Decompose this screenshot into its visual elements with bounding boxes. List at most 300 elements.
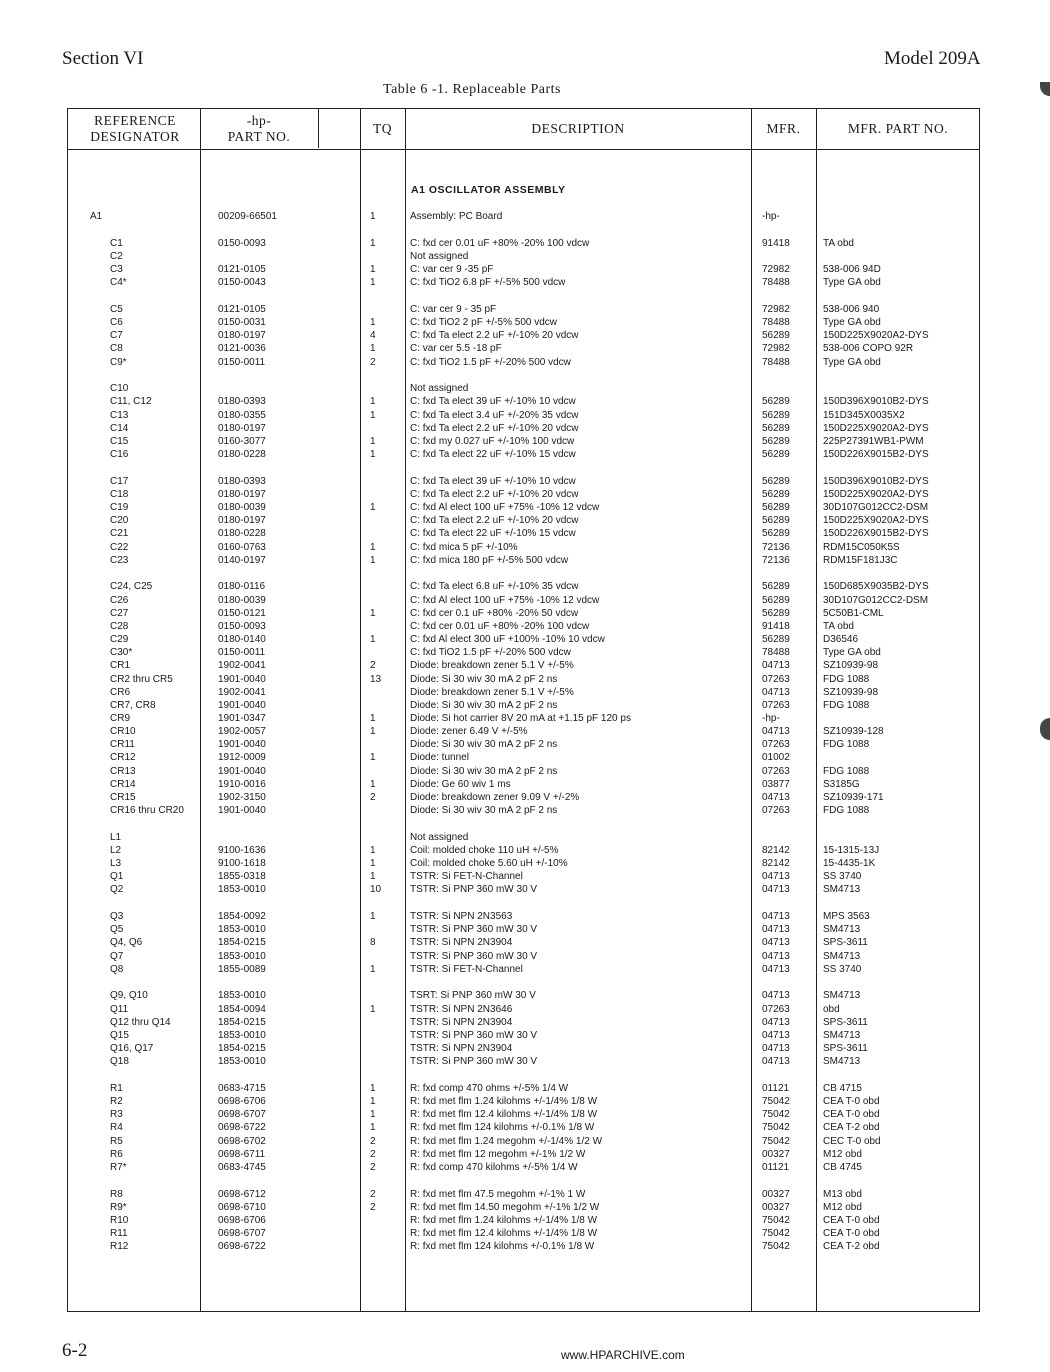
manufacturer-part-number: TA obd	[823, 620, 854, 632]
ref-designator: CR9	[110, 712, 131, 724]
manufacturer-code: 04713	[762, 1056, 790, 1068]
manufacturer-part-number: FDG 1088	[823, 765, 870, 777]
hp-part-number: 1853-0010	[218, 924, 266, 936]
part-description: Not assigned	[410, 383, 469, 395]
part-description: TSTR: Si NPN 2N3646	[410, 1003, 513, 1015]
ref-designator: C16	[110, 449, 129, 460]
part-description: Assembly: PC Board	[410, 211, 503, 222]
hp-part-number: 0180-0039	[218, 594, 266, 606]
part-description: C: fxd cer 0.01 uF +80% -20% 100 vdcw	[410, 620, 590, 632]
manufacturer-part-number: Type GA obd	[823, 356, 881, 368]
table-row	[0, 620, 1050, 633]
table-row	[0, 950, 1050, 963]
ref-designator: A1	[90, 211, 103, 222]
ref-designator: C4*	[110, 277, 127, 289]
total-quantity: 1	[370, 449, 376, 460]
table-row	[0, 936, 1050, 949]
manufacturer-code: 04713	[762, 726, 790, 738]
manufacturer-code: 04713	[762, 1029, 790, 1041]
part-description: R: fxd met flm 12.4 kilohms +/-1/4% 1/8 W	[410, 1228, 598, 1240]
hp-part-number: 0180-0228	[218, 528, 266, 540]
hp-part-number: 0140-0197	[218, 554, 266, 566]
part-description: TSTR: Si PNP 360 mW 30 V	[410, 924, 538, 936]
total-quantity: 13	[370, 673, 382, 685]
manufacturer-code: 00327	[762, 1148, 790, 1160]
column-header-mfr-pn: MFR. PART NO.	[847, 121, 949, 136]
total-quantity: 1	[370, 317, 376, 329]
manufacturer-code: 56289	[762, 409, 790, 421]
part-description: C: fxd Ta elect 22 uF +/-10% 15 vdcw	[410, 528, 576, 540]
manufacturer-code: 04713	[762, 1016, 790, 1028]
part-description: TSRT: Si PNP 360 mW 30 V	[410, 990, 536, 1002]
ref-designator: CR16 thru CR20	[110, 805, 184, 816]
ref-designator: C15	[110, 435, 129, 447]
table-row	[0, 883, 1050, 896]
manufacturer-part-number: SZ10939-98	[823, 686, 879, 698]
manufacturer-part-number: CB 4715	[823, 1082, 862, 1094]
part-description: Coil: molded choke 110 uH +/-5%	[410, 844, 559, 856]
table-row	[0, 738, 1050, 751]
ref-designator: Q3	[110, 911, 124, 923]
hp-part-number: 0180-0140	[218, 634, 266, 645]
manufacturer-part-number: SM4713	[823, 950, 861, 962]
manufacturer-code: 75042	[762, 1214, 790, 1226]
manufacturer-code: 72982	[762, 343, 790, 355]
hp-part-number: 1854-0092	[218, 911, 266, 923]
table-row	[0, 791, 1050, 804]
total-quantity: 1	[370, 844, 376, 856]
total-quantity: 10	[370, 884, 382, 896]
manufacturer-code: 56289	[762, 607, 790, 619]
assembly-section-title: A1 OSCILLATOR ASSEMBLY	[411, 184, 566, 196]
hp-part-number: 0698-6711	[218, 1148, 266, 1160]
manufacturer-code: -hp-	[762, 712, 780, 724]
manufacturer-code: 00327	[762, 1201, 790, 1213]
hp-part-number: 1901-0040	[218, 699, 266, 711]
hp-part-number: 0180-0039	[218, 502, 266, 514]
hp-part-number: 1853-0010	[218, 990, 266, 1002]
total-quantity: 2	[370, 1161, 376, 1173]
table-row	[0, 409, 1050, 422]
total-quantity: 1	[370, 1096, 376, 1108]
hp-part-number: 0683-4745	[218, 1161, 266, 1173]
table-row	[0, 210, 1050, 223]
hp-part-number: 1853-0010	[218, 884, 266, 896]
table-row	[0, 329, 1050, 342]
hp-part-number: 0150-0093	[218, 237, 266, 249]
manufacturer-part-number: FDG 1088	[823, 673, 870, 685]
manufacturer-code: 07263	[762, 805, 790, 816]
manufacturer-part-number: 150D225X9020A2-DYS	[823, 515, 929, 527]
table-row	[0, 989, 1050, 1002]
manufacturer-code: 75042	[762, 1228, 790, 1240]
manufacturer-part-number: 15-4435-1K	[823, 858, 876, 869]
manufacturer-part-number: CEA T-2 obd	[823, 1241, 880, 1253]
ref-designator: CR15	[110, 791, 136, 803]
part-description: C: fxd cer 0.01 uF +80% -20% 100 vdcw	[410, 237, 590, 249]
table-row	[0, 541, 1050, 554]
table-row	[0, 1016, 1050, 1029]
total-quantity: 1	[370, 211, 376, 222]
table-row	[0, 1161, 1050, 1174]
manufacturer-code: 56289	[762, 502, 790, 514]
ref-designator: C27	[110, 607, 129, 619]
ref-designator: C5	[110, 303, 123, 315]
hp-part-number: 1912-0009	[218, 752, 266, 764]
part-description: C: fxd Al elect 300 uF +100% -10% 10 vdcw	[410, 634, 605, 645]
table-row	[0, 422, 1050, 435]
hp-part-number: 1901-0040	[218, 673, 266, 685]
part-description: TSTR: Si NPN 2N3904	[410, 1016, 513, 1028]
manufacturer-part-number: 538-006 940	[823, 303, 880, 315]
manufacturer-part-number: 150D396X9010B2-DYS	[823, 475, 929, 487]
table-row	[0, 1003, 1050, 1016]
manufacturer-code: 56289	[762, 435, 790, 447]
part-description: C: fxd Ta elect 2.2 uF +/-10% 20 vdcw	[410, 488, 579, 500]
manufacturer-code: 07263	[762, 673, 790, 685]
ref-designator: Q16, Q17	[110, 1043, 154, 1054]
hp-part-number: 0180-0393	[218, 475, 266, 487]
scan-edge-mark	[1040, 82, 1050, 96]
manufacturer-code: 75042	[762, 1135, 790, 1147]
table-row	[0, 633, 1050, 646]
column-header-pn-line2: PART NO.	[227, 129, 291, 144]
total-quantity: 1	[370, 237, 376, 249]
table-row	[0, 395, 1050, 408]
hp-part-number: 0180-0228	[218, 449, 266, 460]
manufacturer-code: 56289	[762, 330, 790, 342]
part-description: TSTR: Si FET-N-Channel	[410, 963, 523, 975]
total-quantity: 1	[370, 554, 376, 566]
part-description: TSTR: Si NPN 2N3904	[410, 1043, 513, 1054]
total-quantity: 1	[370, 607, 376, 619]
manufacturer-code: 78488	[762, 317, 790, 329]
total-quantity: 1	[370, 911, 376, 923]
manufacturer-part-number: Type GA obd	[823, 317, 881, 329]
part-description: C: fxd Ta elect 2.2 uF +/-10% 20 vdcw	[410, 515, 579, 527]
table-row	[0, 1188, 1050, 1201]
part-description: C: fxd TiO2 1.5 pF +/-20% 500 vdcw	[410, 356, 571, 368]
hp-part-number: 1855-0089	[218, 963, 266, 975]
table-row	[0, 1135, 1050, 1148]
table-row	[0, 316, 1050, 329]
manufacturer-part-number: CEA T-0 obd	[823, 1109, 880, 1121]
part-description: Diode: Si 30 wiv 30 mA 2 pF 2 ns	[410, 805, 558, 816]
part-description: C: fxd Ta elect 22 uF +/-10% 15 vdcw	[410, 449, 576, 460]
ref-designator: C17	[110, 475, 129, 487]
part-description: C: fxd Ta elect 3.4 uF +/-20% 35 vdcw	[410, 409, 579, 421]
total-quantity: 1	[370, 541, 376, 553]
ref-designator: CR10	[110, 726, 136, 738]
ref-designator: CR6	[110, 686, 131, 698]
manufacturer-part-number: RDM15F181J3C	[823, 554, 898, 566]
hp-part-number: 1902-3150	[218, 791, 266, 803]
manufacturer-part-number: SZ10939-98	[823, 660, 879, 672]
hp-part-number: 0150-0011	[218, 647, 266, 659]
part-description: C: var cer 9 -35 pF	[410, 264, 494, 276]
part-description: TSTR: Si PNP 360 mW 30 V	[410, 884, 538, 896]
table-row	[0, 870, 1050, 883]
hp-part-number: 1910-0016	[218, 778, 266, 790]
part-description: R: fxd comp 470 ohms +/-5% 1/4 W	[410, 1082, 569, 1094]
column-header-ref	[70, 113, 200, 145]
manufacturer-part-number: obd	[823, 1003, 840, 1015]
manufacturer-part-number: SZ10939-171	[823, 791, 884, 803]
table-row	[0, 342, 1050, 355]
table-row	[0, 1055, 1050, 1068]
manufacturer-code: 04713	[762, 871, 790, 883]
manufacturer-code: 56289	[762, 528, 790, 540]
ref-designator: R10	[110, 1214, 129, 1226]
table-row	[0, 237, 1050, 250]
ref-designator: C23	[110, 554, 129, 566]
ref-designator: C13	[110, 409, 129, 421]
manufacturer-code: 07263	[762, 739, 790, 751]
ref-designator: C21	[110, 528, 129, 540]
part-description: C: fxd Ta elect 39 uF +/-10% 10 vdcw	[410, 396, 576, 408]
total-quantity: 1	[370, 343, 376, 355]
manufacturer-part-number: 30D107G012CC2-DSM	[823, 594, 929, 606]
part-description: Diode: breakdown zener 5.1 V +/-5%	[410, 686, 574, 698]
hp-part-number: 0180-0393	[218, 396, 266, 408]
section-label: Section VI	[62, 48, 144, 69]
hp-part-number: 0160-0763	[218, 541, 266, 553]
part-description: C: fxd TiO2 2 pF +/-5% 500 vdcw	[410, 317, 558, 329]
total-quantity: 1	[370, 1003, 376, 1015]
manufacturer-code: 07263	[762, 699, 790, 711]
total-quantity: 1	[370, 264, 376, 276]
manufacturer-code: 75042	[762, 1241, 790, 1253]
part-description: Diode: breakdown zener 9.09 V +/-2%	[410, 791, 580, 803]
table-row	[0, 435, 1050, 448]
ref-designator: R3	[110, 1109, 123, 1121]
ref-designator: CR12	[110, 752, 136, 764]
table-row	[0, 1121, 1050, 1134]
manufacturer-part-number: SS 3740	[823, 963, 862, 975]
ref-designator: CR7, CR8	[110, 699, 156, 711]
ref-designator: R2	[110, 1096, 123, 1108]
manufacturer-code: 04713	[762, 686, 790, 698]
part-description: Diode: Si hot carrier 8V 20 mA at +1.15 pF 120 ps	[410, 712, 631, 724]
hp-part-number: 1901-0040	[218, 765, 266, 777]
table-row	[0, 712, 1050, 725]
ref-designator: L2	[110, 844, 122, 856]
ref-designator: C24, C25	[110, 581, 153, 593]
total-quantity: 1	[370, 858, 376, 869]
manufacturer-part-number: SS 3740	[823, 871, 862, 883]
table-row	[0, 844, 1050, 857]
ref-designator: C6	[110, 317, 123, 329]
ref-designator: Q8	[110, 963, 124, 975]
manufacturer-part-number: SPS-3611	[823, 1043, 868, 1054]
hp-part-number: 9100-1618	[218, 858, 266, 869]
manufacturer-code: 04713	[762, 937, 790, 949]
total-quantity: 2	[370, 1148, 376, 1160]
manufacturer-part-number: SM4713	[823, 1056, 861, 1068]
part-description: Diode: breakdown zener 5.1 V +/-5%	[410, 660, 574, 672]
total-quantity: 2	[370, 1201, 376, 1213]
table-row	[0, 857, 1050, 870]
part-description: Diode: Si 30 wiv 30 mA 2 pF 2 ns	[410, 765, 558, 777]
column-header-tq: TQ	[373, 121, 392, 136]
manufacturer-part-number: CEA T-0 obd	[823, 1096, 880, 1108]
manufacturer-code: 56289	[762, 422, 790, 434]
table-row	[0, 963, 1050, 976]
column-header-mfr: MFR.	[766, 121, 801, 136]
total-quantity: 1	[370, 726, 376, 738]
ref-designator: Q2	[110, 884, 124, 896]
ref-designator: C14	[110, 422, 129, 434]
manufacturer-code: 04713	[762, 990, 790, 1002]
archive-url: www.HPARCHIVE.com	[561, 1348, 685, 1362]
total-quantity: 1	[370, 778, 376, 790]
manufacturer-code: 01121	[762, 1161, 790, 1173]
manufacturer-part-number: M13 obd	[823, 1188, 862, 1200]
part-description: R: fxd met flm 1.24 megohm +/-1/4% 1/2 W	[410, 1135, 603, 1147]
part-description: C: fxd Ta elect 39 uF +/-10% 10 vdcw	[410, 475, 576, 487]
part-description: Diode: Si 30 wiv 30 mA 2 pF 2 ns	[410, 739, 558, 751]
hp-part-number: 0698-6712	[218, 1188, 266, 1200]
hp-part-number: 0180-0197	[218, 515, 266, 527]
table-row	[0, 514, 1050, 527]
table-row	[0, 1214, 1050, 1227]
ref-designator: Q15	[110, 1029, 129, 1041]
table-title: Table 6 -1. Replaceable Parts	[383, 82, 561, 97]
ref-designator: C29	[110, 634, 129, 645]
ref-designator: CR1	[110, 660, 131, 672]
ref-designator: C18	[110, 488, 129, 500]
table-row	[0, 448, 1050, 461]
ref-designator: C8	[110, 343, 123, 355]
column-header-desc: DESCRIPTION	[531, 121, 625, 136]
total-quantity: 1	[370, 435, 376, 447]
page-number: 6-2	[62, 1340, 88, 1361]
table-row	[0, 725, 1050, 738]
manufacturer-part-number: CEC T-0 obd	[823, 1135, 881, 1147]
manufacturer-code: 56289	[762, 581, 790, 593]
hp-part-number: 00209-66501	[218, 211, 277, 222]
manufacturer-code: 03877	[762, 778, 790, 790]
manufacturer-code: 78488	[762, 356, 790, 368]
manufacturer-code: 91418	[762, 620, 790, 632]
hp-part-number: 0150-0011	[218, 356, 266, 368]
manufacturer-code: 04713	[762, 911, 790, 923]
total-quantity: 1	[370, 634, 376, 645]
ref-designator: C11, C12	[110, 396, 152, 408]
manufacturer-code: 78488	[762, 277, 790, 289]
part-description: C: fxd Al elect 100 uF +75% -10% 12 vdcw	[410, 502, 600, 514]
part-description: TSTR: Si PNP 360 mW 30 V	[410, 1029, 538, 1041]
hp-part-number: 1901-0040	[218, 739, 266, 751]
manufacturer-part-number: 150D225X9020A2-DYS	[823, 330, 929, 342]
manufacturer-part-number: CB 4745	[823, 1161, 862, 1173]
ref-designator: R12	[110, 1241, 129, 1253]
manufacturer-part-number: CEA T-0 obd	[823, 1228, 880, 1240]
manufacturer-part-number: D36546	[823, 634, 859, 645]
total-quantity: 1	[370, 871, 376, 883]
manufacturer-code: 56289	[762, 594, 790, 606]
part-description: Diode: Si 30 wiv 30 mA 2 pF 2 ns	[410, 673, 558, 685]
hp-part-number: 1901-0347	[218, 712, 266, 724]
ref-designator: Q12 thru Q14	[110, 1016, 171, 1028]
hp-part-number: 0121-0036	[218, 343, 266, 355]
manufacturer-code: 07263	[762, 1003, 790, 1015]
part-description: R: fxd comp 470 kilohms +/-5% 1/4 W	[410, 1161, 578, 1173]
manufacturer-part-number: Type GA obd	[823, 647, 881, 659]
manufacturer-code: 75042	[762, 1096, 790, 1108]
ref-designator: C7	[110, 330, 123, 342]
hp-part-number: 0698-6722	[218, 1241, 266, 1253]
hp-part-number: 0698-6710	[218, 1201, 266, 1213]
ref-designator: C1	[110, 237, 123, 249]
part-description: Diode: Si 30 wiv 30 mA 2 pF 2 ns	[410, 699, 558, 711]
ref-designator: R9*	[110, 1201, 127, 1213]
hp-part-number: 0121-0105	[218, 264, 266, 276]
table-row	[0, 263, 1050, 276]
manufacturer-part-number: SM4713	[823, 924, 861, 936]
hp-part-number: 0698-6706	[218, 1096, 266, 1108]
hp-part-number: 1853-0010	[218, 950, 266, 962]
part-description: C: fxd cer 0.1 uF +80% -20% 50 vdcw	[410, 607, 579, 619]
hp-part-number: 1902-0057	[218, 726, 266, 738]
table-row	[0, 382, 1050, 395]
hp-part-number: 1854-0215	[218, 1043, 266, 1054]
hp-part-number: 0698-6702	[218, 1135, 266, 1147]
manufacturer-part-number: FDG 1088	[823, 805, 870, 816]
manufacturer-part-number: 30D107G012CC2-DSM	[823, 502, 929, 514]
part-description: C: var cer 5.5 -18 pF	[410, 343, 502, 355]
manufacturer-part-number: 150D226X9015B2-DYS	[823, 449, 929, 460]
ref-designator: Q5	[110, 924, 124, 936]
manufacturer-code: 56289	[762, 515, 790, 527]
manufacturer-part-number: FDG 1088	[823, 739, 870, 751]
part-description: C: fxd Al elect 100 uF +75% -10% 12 vdcw	[410, 594, 600, 606]
table-row	[0, 831, 1050, 844]
manufacturer-code: 82142	[762, 844, 790, 856]
part-description: Diode: zener 6.49 V +/-5%	[410, 726, 528, 738]
part-description: C: fxd Ta elect 2.2 uF +/-10% 20 vdcw	[410, 330, 579, 342]
part-description: R: fxd met flm 12.4 kilohms +/-1/4% 1/8 W	[410, 1109, 598, 1121]
hp-part-number: 1855-0318	[218, 871, 266, 883]
part-description: C: fxd Ta elect 6.8 uF +/-10% 35 vdcw	[410, 581, 579, 593]
total-quantity: 1	[370, 752, 376, 764]
header-divider	[67, 149, 980, 150]
manufacturer-code: 72136	[762, 541, 790, 553]
hp-part-number: 1902-0041	[218, 660, 266, 672]
part-description: R: fxd met flm 1.24 kilohms +/-1/4% 1/8 W	[410, 1214, 598, 1226]
part-description: Diode: Ge 60 wiv 1 ms	[410, 778, 511, 790]
manufacturer-part-number: Type GA obd	[823, 277, 881, 289]
part-description: R: fxd met flm 47.5 megohm +/-1% 1 W	[410, 1188, 586, 1200]
table-row	[0, 554, 1050, 567]
ref-designator: C30*	[110, 647, 133, 659]
manufacturer-code: 04713	[762, 791, 790, 803]
manufacturer-part-number: FDG 1088	[823, 699, 870, 711]
manufacturer-part-number: 538-006 COPO 92R	[823, 343, 914, 355]
total-quantity: 1	[370, 502, 376, 514]
ref-designator: C26	[110, 594, 129, 606]
hp-part-number: 0150-0043	[218, 277, 266, 289]
hp-part-number: 0698-6706	[218, 1214, 266, 1226]
ref-designator: Q18	[110, 1056, 129, 1068]
ref-designator: C9*	[110, 356, 127, 368]
part-description: C: fxd mica 180 pF +/-5% 500 vdcw	[410, 554, 569, 566]
manufacturer-part-number: 15-1315-13J	[823, 844, 880, 856]
manufacturer-part-number: SM4713	[823, 990, 861, 1002]
manufacturer-code: 56289	[762, 475, 790, 487]
hp-part-number: 0150-0093	[218, 620, 266, 632]
total-quantity: 1	[370, 277, 376, 289]
